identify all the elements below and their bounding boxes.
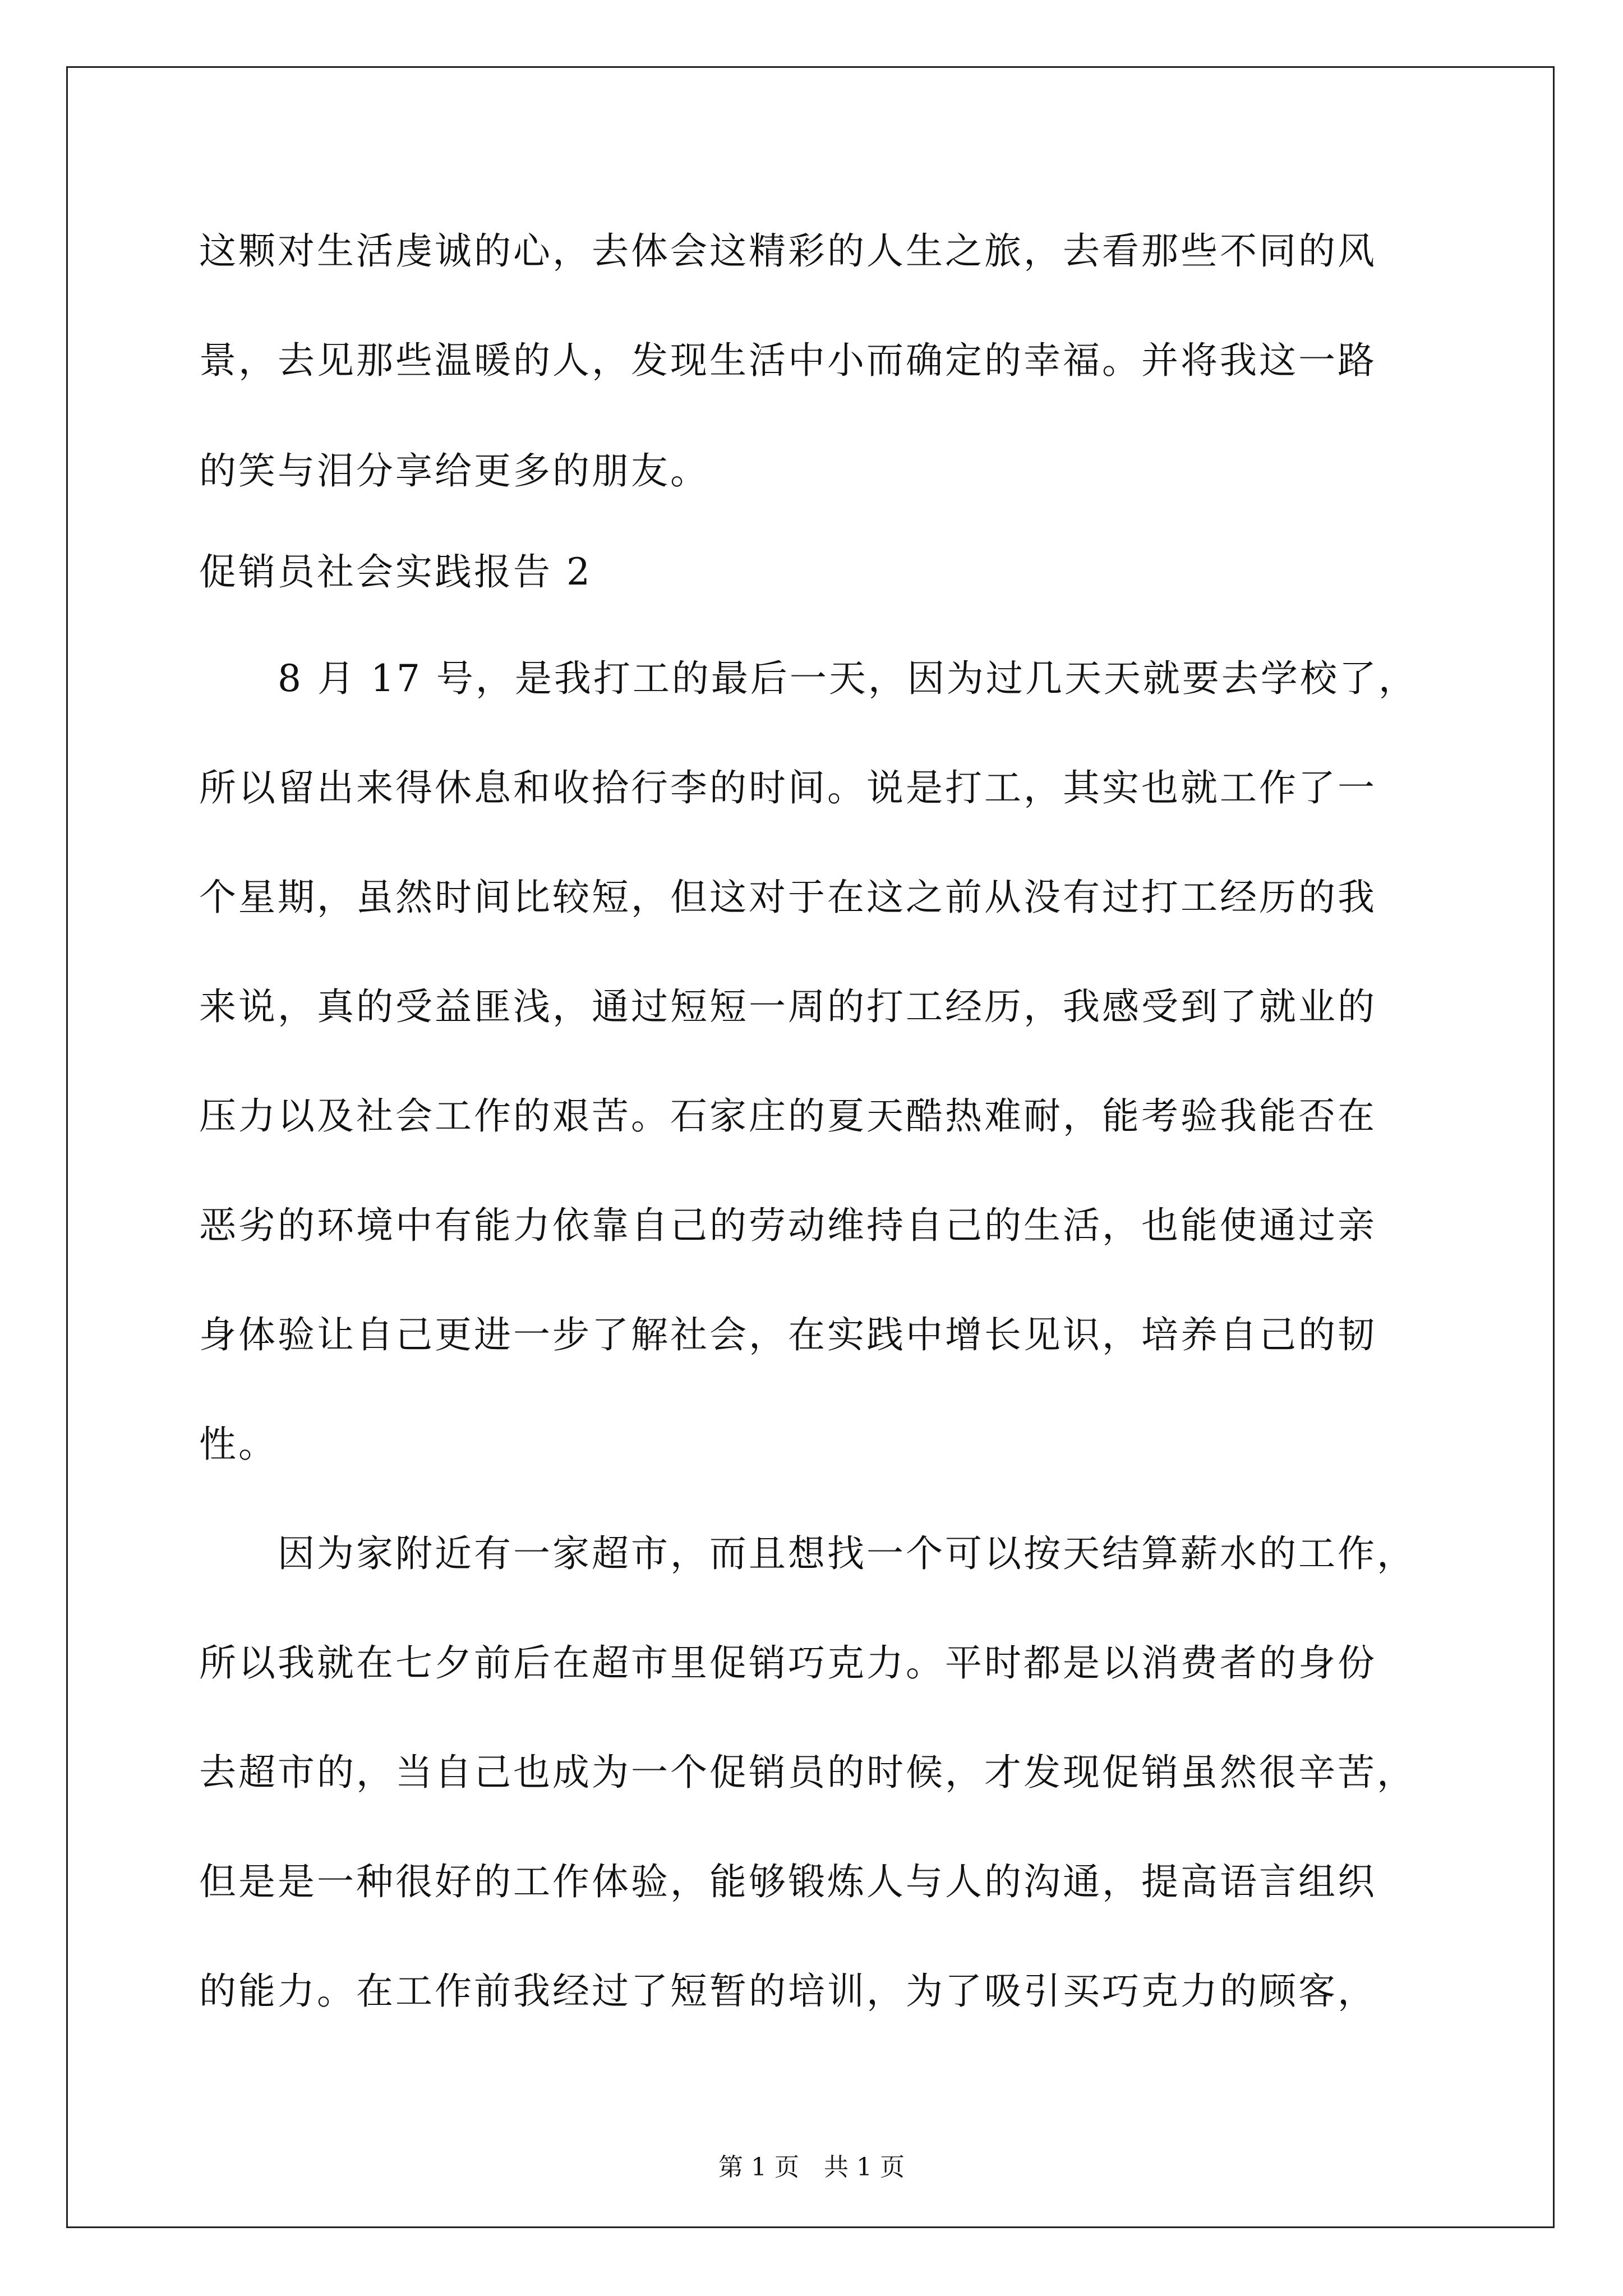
body-text-line: 个星期，虽然时间比较短，但这对于在这之前从没有过打工经历的我 (199, 876, 1377, 919)
body-text-line: 所以留出来得休息和收拾行李的时间。说是打工，其实也就工作了一 (199, 766, 1377, 809)
body-text-line: 压力以及社会工作的艰苦。石家庄的夏天酷热难耐，能考验我能否在 (199, 1094, 1377, 1138)
body-text-line: 来说，真的受益匪浅，通过短短一周的打工经历，我感受到了就业的 (199, 985, 1377, 1028)
body-text-line: 的能力。在工作前我经过了短暂的培训，为了吸引买巧克力的顾客， (199, 1970, 1377, 2013)
body-text-line: 这颗对生活虔诚的心，去体会这精彩的人生之旅，去看那些不同的风 (199, 229, 1377, 273)
body-text-line: 景，去见那些温暖的人，发现生活中小而确定的幸福。并将我这一路 (199, 339, 1377, 382)
body-text-line: 去超市的，当自己也成为一个促销员的时候，才发现促销虽然很辛苦， (199, 1751, 1416, 1794)
body-text-line: 的笑与泪分享给更多的朋友。 (199, 449, 709, 493)
body-text-line: 但是是一种很好的工作体验，能够锻炼人与人的沟通，提高语言组织 (199, 1860, 1377, 1903)
page-number-footer: 第 1 页 共 1 页 (718, 2153, 905, 2182)
body-text-line: 所以我就在七夕前后在超市里促销巧克力。平时都是以消费者的身份 (199, 1641, 1377, 1685)
body-text-line: 身体验让自己更进一步了解社会，在实践中增长见识，培养自己的韧 (199, 1313, 1377, 1356)
body-text-line: 8 月 17 号，是我打工的最后一天，因为过几天天就要去学校了， (278, 657, 1418, 700)
body-text-line: 性。 (199, 1423, 278, 1466)
section-heading: 促销员社会实践报告 2 (199, 550, 592, 593)
body-text-line: 恶劣的环境中有能力依靠自己的劳动维持自己的生活，也能使通过亲 (199, 1204, 1377, 1247)
body-text-line: 因为家附近有一家超市，而且想找一个可以按天结算薪水的工作， (278, 1532, 1416, 1575)
